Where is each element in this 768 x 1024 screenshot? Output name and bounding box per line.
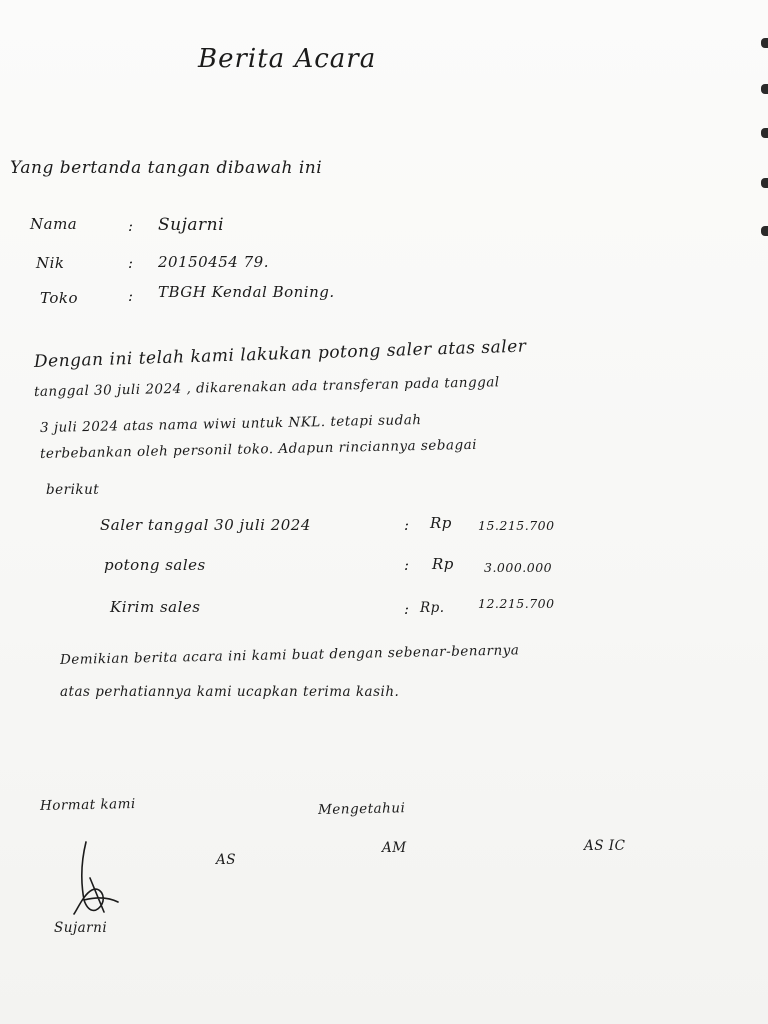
- field-separator: :: [128, 217, 134, 235]
- paragraph-line: Dengan ini telah kami lakukan potong saler atas saler: [33, 336, 527, 372]
- binder-hole: [761, 226, 768, 236]
- detail-separator: :: [404, 556, 410, 574]
- closing-line: atas perhatiannya kami ucapkan terima kasih.: [60, 684, 400, 700]
- binder-hole: [761, 128, 768, 138]
- detail-label: Kirim sales: [110, 598, 201, 616]
- intro-text: Yang bertanda tangan dibawah ini: [10, 158, 323, 178]
- detail-currency: Rp: [432, 555, 454, 573]
- closing-line: Demikian berita acara ini kami buat dengan sebenar-benarnya: [59, 642, 520, 668]
- role-as-ic: AS IC: [584, 838, 626, 854]
- signer-name: Sujarni: [54, 920, 108, 936]
- field-label-nik: Nik: [36, 254, 65, 272]
- field-separator: :: [128, 254, 134, 272]
- detail-amount: 15.215.700: [478, 518, 555, 533]
- detail-currency: Rp: [430, 514, 452, 532]
- field-separator: :: [128, 287, 134, 305]
- field-label-toko: Toko: [40, 289, 78, 307]
- detail-amount: 12.215.700: [478, 596, 555, 611]
- role-as: AS: [216, 852, 236, 868]
- paragraph-line: 3 juli 2024 atas nama wiwi untuk NKL. tetapi sudah: [39, 412, 422, 436]
- paragraph-line: berikut: [46, 482, 100, 498]
- detail-label: Saler tanggal 30 juli 2024: [100, 516, 311, 534]
- detail-separator: :: [404, 600, 410, 618]
- mengetahui-label: Mengetahui: [317, 800, 406, 818]
- detail-label: potong sales: [104, 556, 206, 574]
- role-am: AM: [382, 840, 407, 856]
- detail-currency: Rp.: [420, 600, 445, 616]
- detail-amount: 3.000.000: [484, 560, 553, 575]
- field-value-nama: Sujarni: [158, 215, 225, 235]
- field-label-nama: Nama: [30, 215, 78, 233]
- hormat-kami-label: Hormat kami: [39, 795, 136, 814]
- paragraph-line: tanggal 30 juli 2024 , dikarenakan ada transferan pada tanggal: [33, 374, 500, 400]
- detail-separator: :: [404, 516, 410, 534]
- document-title: Berita Acara: [198, 44, 377, 74]
- binder-hole: [761, 38, 768, 48]
- paragraph-line: terbebankan oleh personil toko. Adapun rinciannya sebagai: [39, 436, 478, 462]
- binder-hole: [761, 178, 768, 188]
- binder-hole: [761, 84, 768, 94]
- field-value-toko: TBGH Kendal Boning.: [158, 283, 335, 301]
- field-value-nik: 20150454 79.: [158, 253, 269, 271]
- handwritten-signature: [66, 838, 126, 918]
